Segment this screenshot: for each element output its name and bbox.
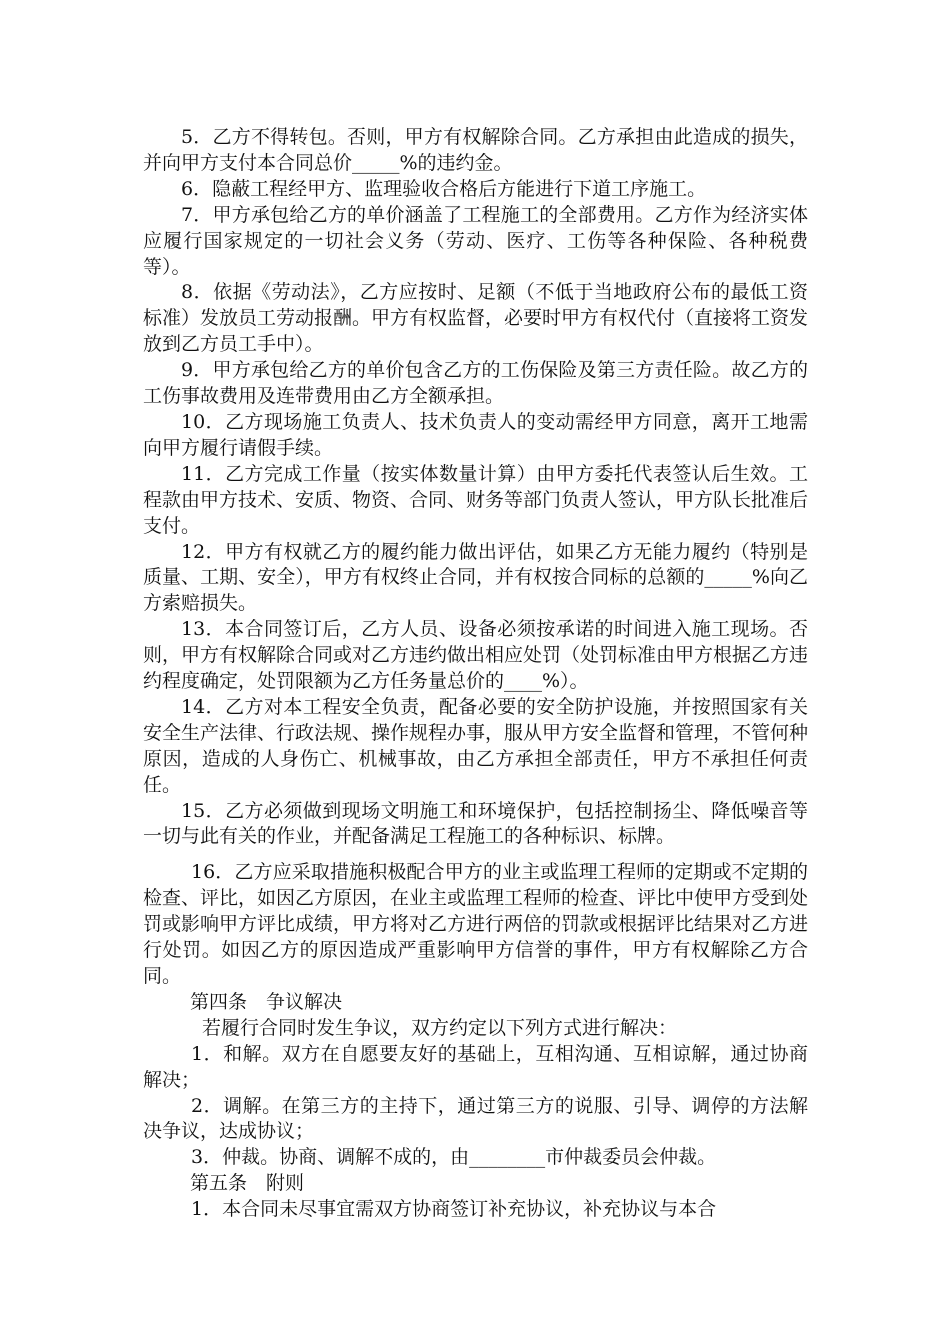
clause-7: 7．甲方承包给乙方的单价涵盖了工程施工的全部费用。乙方作为经济实体应履行国家规定的一切社会义务（劳动、医疗、工伤等各种保险、各种税费等）。 xyxy=(143,203,808,278)
clause-5: 5．乙方不得转包。否则，甲方有权解除合同。乙方承担由此造成的损失，并向甲方支付本合同总价_____%的违约金。 xyxy=(143,126,808,174)
section-heading-5: 第五条 附则 xyxy=(190,1172,305,1195)
clause-16: 16．乙方应采取措施积极配合甲方的业主或监理工程师的定期或不定期的检查、评比，如因乙方原因，在业主或监理工程师的检查、评比中使甲方受到处罚或影响甲方评比成绩，甲方将对乙方进行两倍的罚款或根据评比结果对乙方进行处罚。如因乙方的原因造成严重影响甲方信誉的事件，甲方有权解除乙方合同。 xyxy=(143,861,809,987)
clause-11: 11．乙方完成工作量（按实体数量计算）由甲方委托代表签认后生效。工程款由甲方技术、安质、物资、合同、财务等部门负责人签认，甲方队长批准后支付。 xyxy=(143,462,809,537)
clause-12: 12．甲方有权就乙方的履约能力做出评估，如果乙方无能力履约（特别是质量、工期、安全），甲方有权终止合同，并有权按合同标的总额的_____%向乙方索赔损失。 xyxy=(143,540,808,615)
clause-13: 13．本合同签订后，乙方人员、设备必须按承诺的时间进入施工现场。否则，甲方有权解除合同或对乙方违约做出相应处罚（处罚标准由甲方根据乙方违约程度确定，处罚限额为乙方任务量总价的____%）。 xyxy=(143,618,809,693)
clause-15: 15．乙方必须做到现场文明施工和环境保护，包括控制扬尘、降低噪音等一切与此有关的作业，并配备满足工程施工的各种标识、标牌。 xyxy=(143,799,808,848)
document-body xyxy=(143,125,808,1223)
section-heading-4: 第四条 争议解决 xyxy=(190,990,343,1013)
dispute-option-3: 3．仲裁。协商、调解不成的，由________市仲裁委员会仲裁。 xyxy=(191,1146,717,1169)
dispute-option-1: 1．和解。双方在自愿要友好的基础上，互相沟通、互相谅解，通过协商解决； xyxy=(143,1042,808,1091)
clause-6: 6．隐蔽工程经甲方、监理验收合格后方能进行下道工序施工。 xyxy=(181,177,707,200)
clause-8: 8．依据《劳动法》，乙方应按时、足额（不低于当地政府公布的最低工资标准）发放员工劳动报酬。甲方有权监督，必要时甲方有权代付（直接将工资发放到乙方员工手中）。 xyxy=(143,281,809,356)
dispute-intro: 若履行合同时发生争议，双方约定以下列方式进行解决： xyxy=(202,1016,678,1039)
dispute-option-2: 2．调解。在第三方的主持下，通过第三方的说服、引导、调停的方法解决争议，达成协议； xyxy=(143,1094,808,1143)
appendix-clause-1: 1．本合同未尽事宜需双方协商签订补充协议，补充协议与本合 xyxy=(191,1198,717,1221)
clause-10: 10．乙方现场施工负责人、技术负责人的变动需经甲方同意，离开工地需向甲方履行请假手续。 xyxy=(143,410,808,459)
clause-9: 9．甲方承包给乙方的单价包含乙方的工伤保险及第三方责任险。故乙方的工伤事故费用及连带费用由乙方全额承担。 xyxy=(143,359,808,408)
clause-14: 14．乙方对本工程安全负责，配备必要的安全防护设施，并按照国家有关安全生产法律、行政法规、操作规程办事，服从甲方安全监督和管理，不管何种原因，造成的人身伤亡、机械事故，由乙方承担全部责任，甲方不承担任何责任。 xyxy=(143,695,809,796)
